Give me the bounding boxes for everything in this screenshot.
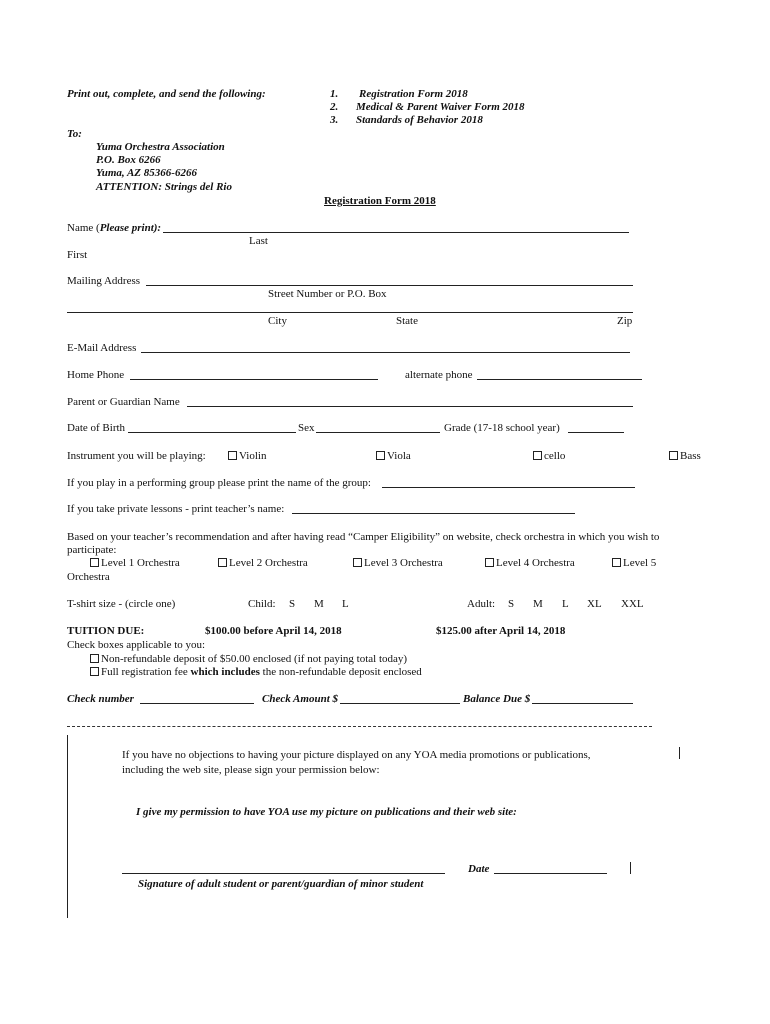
- dob-field[interactable]: [128, 432, 296, 433]
- photo-text-2: including the web site, please sign your permission below:: [122, 764, 380, 776]
- balance-due-label: Balance Due $: [463, 693, 531, 705]
- orchestra-option-level-5[interactable]: Level 5: [612, 557, 656, 569]
- mailing-sub-zip: Zip: [617, 315, 633, 327]
- checkbox-icon: [90, 558, 99, 567]
- checkbox-icon: [485, 558, 494, 567]
- photo-text-1: If you have no objections to having your picture displayed on any YOA media promotions or publications,: [122, 749, 591, 761]
- adult-size-xxl[interactable]: XXL: [621, 598, 644, 610]
- box-right-mark-1: [679, 747, 680, 759]
- form-title: Registration Form 2018: [324, 195, 436, 207]
- checkbox-icon: [376, 451, 385, 460]
- mailing-street-field[interactable]: [146, 285, 633, 286]
- instrument-option-bass[interactable]: Bass: [669, 450, 701, 462]
- grade-label: Grade (17-18 school year): [444, 422, 560, 434]
- deposit-option[interactable]: Non-refundable deposit of $50.00 enclosed (if not paying total today): [90, 653, 407, 665]
- box-left-border: [67, 735, 68, 918]
- home-phone-field[interactable]: [130, 379, 378, 380]
- group-label: If you play in a performing group please print the name of the group:: [67, 477, 371, 489]
- mailing-city-field[interactable]: [67, 312, 633, 313]
- home-phone-label: Home Phone: [67, 369, 125, 381]
- name-sub-first: First: [67, 249, 88, 261]
- orchestra-option-level-3[interactable]: Level 3 Orchestra: [353, 557, 443, 569]
- checkbox-icon: [612, 558, 621, 567]
- box-right-mark-2: [630, 862, 631, 874]
- email-label: E-Mail Address: [67, 342, 137, 354]
- checkbox-icon: [90, 667, 99, 676]
- address-line-1: Yuma Orchestra Association: [96, 141, 225, 153]
- check-amount-field[interactable]: [340, 703, 460, 704]
- checkbox-icon: [90, 654, 99, 663]
- address-line-4: ATTENTION: Strings del Rio: [96, 181, 232, 193]
- date-field[interactable]: [494, 873, 607, 874]
- signature-caption: Signature of adult student or parent/guardian of minor student: [138, 878, 424, 890]
- name-sub-last: Last: [249, 235, 268, 247]
- tuition-label: TUITION DUE:: [67, 625, 145, 637]
- check-amount-label: Check Amount $: [262, 693, 338, 705]
- mailing-sub-city: City: [268, 315, 287, 327]
- instrument-label: Instrument you will be playing:: [67, 450, 206, 462]
- list-item-2-num: 2.: [330, 101, 339, 113]
- group-field[interactable]: [382, 487, 635, 488]
- full-fee-option[interactable]: Full registration fee which includes the non-refundable deposit enclosed: [90, 666, 422, 678]
- date-label: Date: [468, 863, 490, 875]
- email-field[interactable]: [141, 352, 630, 353]
- adult-size-m[interactable]: M: [533, 598, 543, 610]
- lessons-label: If you take private lessons - print teacher’s name:: [67, 503, 285, 515]
- intro-text: Print out, complete, and send the following:: [67, 88, 266, 100]
- name-label: Name (Please print):: [67, 222, 162, 234]
- permission-text: I give my permission to have YOA use my picture on publications and their web site:: [136, 806, 517, 818]
- address-line-2: P.O. Box 6266: [96, 154, 161, 166]
- guardian-label: Parent or Guardian Name: [67, 396, 180, 408]
- list-item-1: Registration Form 2018: [359, 88, 468, 100]
- alternate-phone-field[interactable]: [477, 379, 642, 380]
- mailing-label: Mailing Address: [67, 275, 141, 287]
- checkbox-icon: [533, 451, 542, 460]
- check-number-field[interactable]: [140, 703, 254, 704]
- list-item-1-num: 1.: [330, 88, 339, 100]
- checkbox-icon: [228, 451, 237, 460]
- child-size-s[interactable]: S: [289, 598, 296, 610]
- orchestra-wrap-text: Orchestra: [67, 571, 110, 583]
- adult-size-l[interactable]: L: [562, 598, 569, 610]
- signature-field[interactable]: [122, 873, 445, 874]
- eligibility-text-2: participate:: [67, 544, 117, 556]
- list-item-2: Medical & Parent Waiver Form 2018: [356, 101, 525, 113]
- instrument-option-violin[interactable]: Violin: [228, 450, 266, 462]
- instrument-option-viola[interactable]: Viola: [376, 450, 411, 462]
- name-field[interactable]: [163, 232, 629, 233]
- sex-label: Sex: [298, 422, 315, 434]
- list-item-3: Standards of Behavior 2018: [356, 114, 483, 126]
- eligibility-text-1: Based on your teacher’s recommendation and after having read “Camper Eligibility” on website, check orchestra in which you wish to: [67, 531, 660, 543]
- adult-size-xl[interactable]: XL: [587, 598, 602, 610]
- child-size-m[interactable]: M: [314, 598, 324, 610]
- guardian-field[interactable]: [187, 406, 633, 407]
- balance-due-field[interactable]: [532, 703, 633, 704]
- orchestra-option-level-2[interactable]: Level 2 Orchestra: [218, 557, 308, 569]
- adult-label: Adult:: [467, 598, 496, 610]
- address-line-3: Yuma, AZ 85366-6266: [96, 167, 197, 179]
- sex-field[interactable]: [316, 432, 440, 433]
- tuition-early: $100.00 before April 14, 2018: [205, 625, 342, 637]
- list-item-3-num: 3.: [330, 114, 339, 126]
- alternate-phone-label: alternate phone: [405, 369, 473, 381]
- checkbox-icon: [353, 558, 362, 567]
- to-label: To:: [67, 128, 82, 140]
- checkbox-icon: [218, 558, 227, 567]
- dob-label: Date of Birth: [67, 422, 126, 434]
- child-size-l[interactable]: L: [342, 598, 349, 610]
- orchestra-option-level-4[interactable]: Level 4 Orchestra: [485, 557, 575, 569]
- checkbox-icon: [669, 451, 678, 460]
- check-number-label: Check number: [67, 693, 134, 705]
- section-divider: [67, 726, 652, 727]
- child-label: Child:: [248, 598, 276, 610]
- orchestra-option-level-1[interactable]: Level 1 Orchestra: [90, 557, 180, 569]
- tshirt-label: T-shirt size - (circle one): [67, 598, 176, 610]
- check-boxes-label: Check boxes applicable to you:: [67, 639, 206, 651]
- tuition-late: $125.00 after April 14, 2018: [436, 625, 566, 637]
- mailing-sub-street: Street Number or P.O. Box: [268, 288, 387, 300]
- instrument-option-cello[interactable]: cello: [533, 450, 565, 462]
- adult-size-s[interactable]: S: [508, 598, 515, 610]
- mailing-sub-state: State: [396, 315, 418, 327]
- teacher-name-field[interactable]: [292, 513, 575, 514]
- grade-field[interactable]: [568, 432, 624, 433]
